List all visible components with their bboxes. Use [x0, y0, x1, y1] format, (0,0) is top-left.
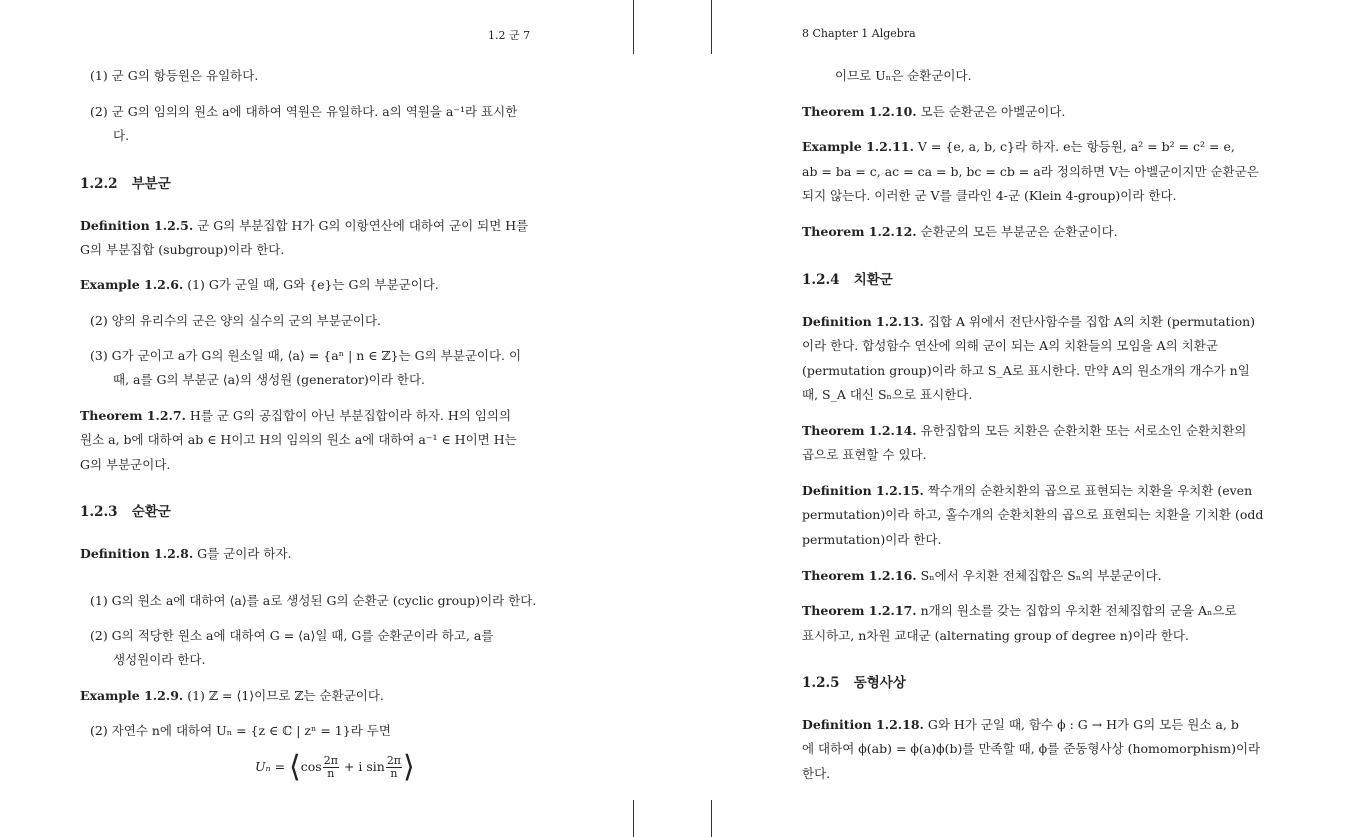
- definition-label: Definition 1.2.15.: [802, 483, 924, 498]
- example-label: Example 1.2.9.: [80, 688, 184, 703]
- theorem-line: Theorem 1.2.7. H를 군 G의 공집합이 아닌 부분집합이라 하자. H의 임의의: [80, 408, 512, 423]
- theorem-label: Theorem 1.2.10.: [802, 104, 917, 119]
- text-line: (2) 자연수 n에 대하여 Uₙ = {z ∈ ℂ | zⁿ = 1}라 두면: [90, 723, 391, 738]
- section-heading: 1.2.2 부분군: [80, 176, 171, 192]
- text-line: 이라 한다. 합성함수 연산에 의해 군이 되는 A의 치환들의 모임을 A의 치환군: [802, 338, 1218, 353]
- theorem-label: Theorem 1.2.12.: [802, 224, 917, 239]
- running-head: 8 Chapter 1 Algebra: [802, 27, 916, 40]
- fraction: $\frac{2\pi}{n}$: [323, 754, 338, 780]
- text-line: (1) G의 원소 a에 대하여 ⟨a⟩를 a로 생성된 G의 순환군 (cyclic group)이라 한다.: [90, 593, 537, 608]
- text-line: G의 부분군이다.: [80, 457, 171, 472]
- definition-line: Definition 1.2.5. 군 G의 부분집합 H가 G의 이항연산에 대하여 군이 되면 H를: [80, 218, 529, 233]
- text-line: (3) G가 군이고 a가 G의 원소일 때, ⟨a⟩ = {aⁿ | n ∈ ℤ}는 G의 부분군이다. 이: [90, 348, 522, 363]
- theorem-line: Theorem 1.2.17. n개의 원소를 갖는 집합의 우치환 전체집합의 군을 Aₙ으로: [802, 603, 1237, 618]
- text-line: 때, a를 G의 부분군 ⟨a⟩의 생성원 (generator)이라 한다.: [113, 372, 426, 387]
- text-line: 생성원이라 한다.: [113, 652, 206, 667]
- theorem-line: Theorem 1.2.12. 순환군의 모든 부분군은 순환군이다.: [802, 224, 1118, 239]
- example-line: Example 1.2.6. (1) G가 군일 때, G와 {e}는 G의 부분군이다.: [80, 277, 439, 292]
- text-line: ab = ba = c, ac = ca = b, bc = cb = a라 정의하면 V는 아벨군이지만 순환군은: [802, 164, 1259, 179]
- theorem-label: Theorem 1.2.14.: [802, 423, 917, 438]
- definition-line: Definition 1.2.13. 집합 A 위에서 전단사함수를 집합 A의 치환 (permutation): [802, 314, 1256, 329]
- right-page: [711, 0, 1351, 837]
- text-line: 원소 a, b에 대하여 ab ∈ H이고 H의 임의의 원소 a에 대하여 a⁻¹ ∈ H이면 H는: [80, 432, 517, 447]
- section-heading: 1.2.4 치환군: [802, 272, 893, 288]
- definition-line: Definition 1.2.18. G와 H가 군일 때, 함수 ϕ : G → H가 G의 모든 원소 a, b: [802, 717, 1239, 732]
- page-edge-rule: [711, 0, 712, 54]
- definition-label: Definition 1.2.8.: [80, 546, 194, 561]
- text-line: permutation)이라 하고, 홀수개의 순환치환의 곱으로 표현되는 치환을 기치환 (odd: [802, 507, 1264, 522]
- definition-line: Definition 1.2.8. G를 군이라 하자.: [80, 546, 292, 561]
- definition-label: Definition 1.2.5.: [80, 218, 194, 233]
- text-line: permutation)이라 한다.: [802, 532, 942, 547]
- section-heading: 1.2.5 동형사상: [802, 675, 906, 691]
- text-line: (permutation group)이라 하고 S_A로 표시한다. 만약 A의 원소개의 개수가 n일: [802, 363, 1250, 378]
- text-line: 이므로 Uₙ은 순환군이다.: [835, 68, 972, 83]
- text-line: 때, S_A 대신 Sₙ으로 표시한다.: [802, 387, 973, 402]
- text-line: (1) 군 G의 항등원은 유일하다.: [90, 68, 259, 83]
- text-line: 되지 않는다. 이러한 군 V를 클라인 4-군 (Klein 4-group)이라 한다.: [802, 188, 1177, 203]
- display-equation: Uₙ = ⟨cos $\frac{2\pi}{n}$ + i sin $\frac{2\pi}{n}$ ⟩: [255, 749, 415, 785]
- page-edge-rule: [711, 800, 712, 837]
- example-line: Example 1.2.9. (1) ℤ = ⟨1⟩이므로 ℤ는 순환군이다.: [80, 688, 384, 703]
- page-gutter: [634, 0, 711, 837]
- text-line: (2) G의 적당한 원소 a에 대하여 G = ⟨a⟩일 때, G를 순환군이라 하고, a를: [90, 628, 494, 643]
- text-line: (2) 양의 유리수의 군은 양의 실수의 군의 부분군이다.: [90, 313, 381, 328]
- theorem-line: Theorem 1.2.16. Sₙ에서 우치환 전체집합은 Sₙ의 부분군이다.: [802, 568, 1162, 583]
- text-line: 다.: [113, 128, 130, 143]
- example-label: Example 1.2.6.: [80, 277, 184, 292]
- text-line: 곱으로 표현할 수 있다.: [802, 447, 927, 462]
- theorem-label: Theorem 1.2.7.: [80, 408, 186, 423]
- left-page: [0, 0, 634, 837]
- text-line: G의 부분집합 (subgroup)이라 한다.: [80, 242, 285, 257]
- running-head: 1.2 군 7: [488, 29, 531, 42]
- definition-label: Definition 1.2.13.: [802, 314, 924, 329]
- fraction: $\frac{2\pi}{n}$: [386, 754, 402, 780]
- definition-line: Definition 1.2.15. 짝수개의 순환치환의 곱으로 표현되는 치환을 우치환 (even: [802, 483, 1253, 498]
- text-line: (2) 군 G의 임의의 원소 a에 대하여 역원은 유일하다. a의 역원을 a⁻¹라 표시한: [90, 104, 518, 119]
- text-line: 표시하고, n차원 교대군 (alternating group of degree n)이라 한다.: [802, 628, 1189, 643]
- section-heading: 1.2.3 순환군: [80, 504, 171, 520]
- theorem-line: Theorem 1.2.14. 유한집합의 모든 치환은 순환치환 또는 서로소인 순환치환의: [802, 423, 1247, 438]
- example-label: Example 1.2.11.: [802, 139, 914, 154]
- text-line: 에 대하여 ϕ(ab) = ϕ(a)ϕ(b)를 만족할 때, ϕ를 준동형사상 (homomorphism)이라: [802, 741, 1261, 756]
- example-line: Example 1.2.11. V = {e, a, b, c}라 하자. e는 항등원, a² = b² = c² = e,: [802, 139, 1235, 154]
- theorem-line: Theorem 1.2.10. 모든 순환군은 아벨군이다.: [802, 104, 1066, 119]
- theorem-label: Theorem 1.2.16.: [802, 568, 917, 583]
- theorem-label: Theorem 1.2.17.: [802, 603, 917, 618]
- definition-label: Definition 1.2.18.: [802, 717, 924, 732]
- text-line: 한다.: [802, 766, 831, 781]
